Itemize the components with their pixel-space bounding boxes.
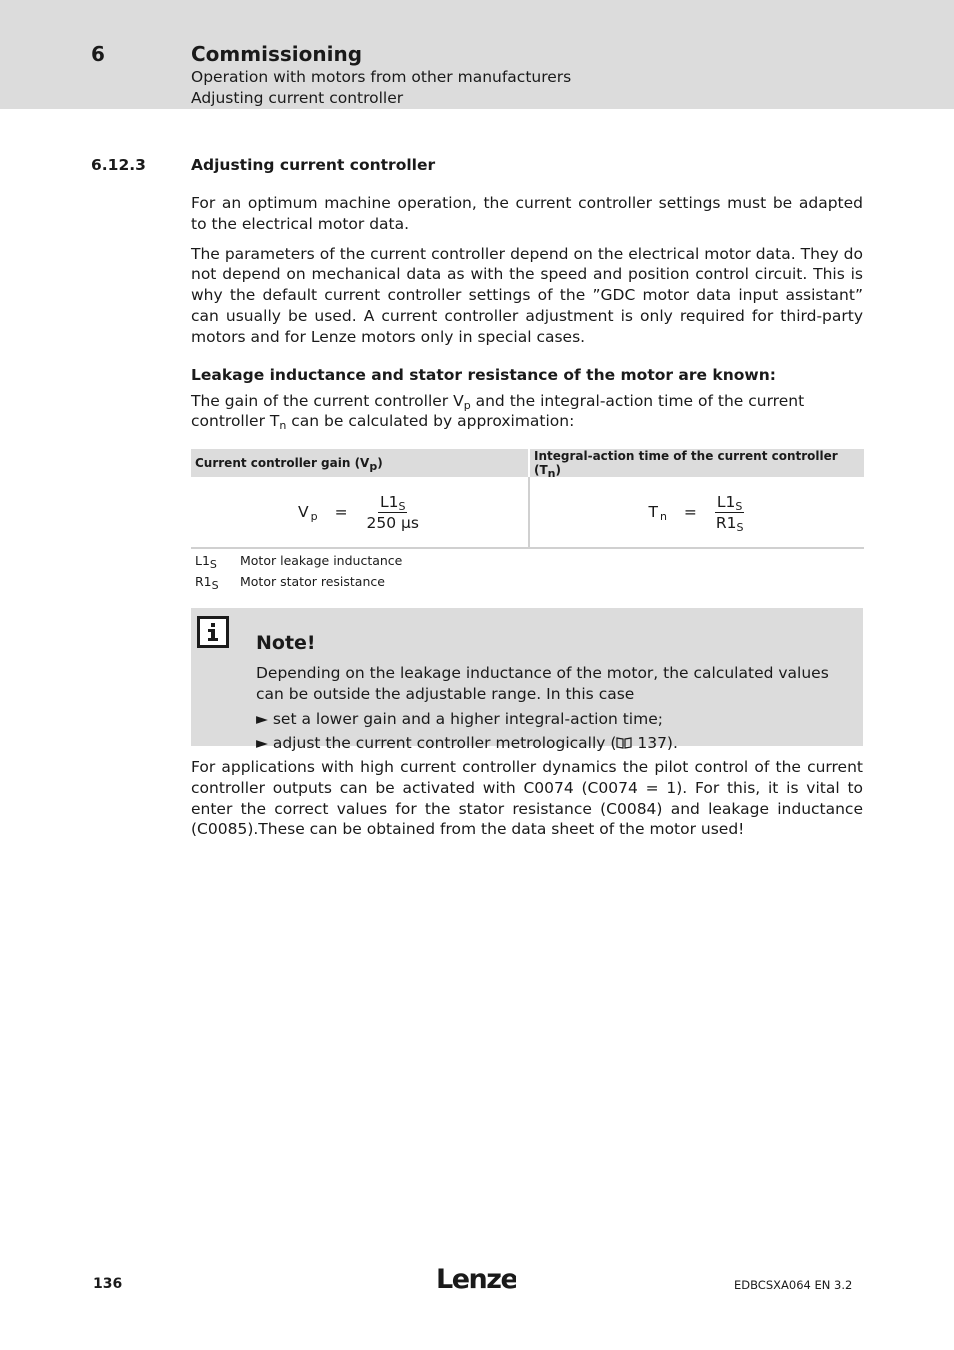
header-subtitle-2: Adjusting current controller — [191, 89, 404, 107]
note-text: Depending on the leakage inductance of the motor, the calculated values can be outside the adjustable range. In this case — [256, 664, 829, 703]
section-title: Adjusting current controller — [191, 156, 436, 174]
legend-symbol: $R1_S$ — [195, 574, 219, 592]
info-icon — [197, 616, 229, 648]
chapter-number: 6 — [91, 42, 105, 66]
gain-column-header: Current controller gain $(V_p)$ — [191, 449, 529, 477]
body-section — [191, 193, 863, 432]
legend-symbol: $L1_S$ — [195, 553, 217, 571]
book-icon — [616, 737, 632, 749]
legend-text: Motor leakage inductance — [240, 553, 403, 568]
paragraph-approximation: The gain of the current controller $V_p$ and the integral-action time of the current controller $T_n$ can be calculated by approximation: — [191, 391, 805, 433]
chapter-title: Commissioning — [191, 42, 363, 66]
note-body — [256, 654, 856, 754]
note-bullet: ► adjust the current controller metrologically ( 137). — [256, 734, 678, 753]
gain-fraction: $\frac{L1_S}{\text{250 µs}}$ — [366, 492, 419, 532]
closing-section — [191, 757, 863, 840]
header-subtitle-1: Operation with motors from other manufacturers — [191, 68, 572, 86]
gain-formula: $V_p$ = $\frac{L1_S}{\text{250 µs}}$ — [191, 477, 529, 548]
formula-table — [191, 449, 864, 549]
lenze-logo — [436, 1262, 516, 1298]
note-box — [191, 608, 863, 753]
header-band — [0, 0, 954, 109]
time-formula: $T_n$ = $\frac{L1_S}{R1_S}$ — [529, 477, 864, 548]
legend-text: Motor stator resistance — [240, 574, 385, 589]
time-fraction: $\frac{L1_S}{R1_S}$ — [715, 492, 744, 534]
note-bullet: ► set a lower gain and a higher integral-action time; — [256, 709, 663, 728]
section-number: 6.12.3 — [91, 156, 146, 174]
paragraph-parameters: The parameters of the current controller depend on the electrical motor data. They do not depend on mechanical data as with the speed and position control circuit. This is why the default current controller settings of the ”GDC motor data input assistant” can usually be used. A current controller adjustment is only required for third-party motors and for Lenze motors only in special cases. — [191, 244, 863, 346]
svg-text:Lenze: Lenze — [436, 1264, 516, 1294]
page-number: 136 — [93, 1276, 123, 1292]
subheading-known-values: Leakage inductance and stator resistance of the motor are known: — [191, 365, 776, 384]
note-title: Note! — [256, 632, 316, 654]
time-column-header: Integral-action time of the current controller $(T_n)$ — [529, 449, 864, 477]
paragraph-intro: For an optimum machine operation, the current controller settings must be adapted to the electrical motor data. — [191, 194, 863, 233]
paragraph-pilot-control: For applications with high current controller dynamics the pilot control of the current controller outputs can be activated with C0074 (C0074 = 1). For this, it is vital to enter the correct values for the stator resistance (C0084) and leakage inductance (C0085).These can be obtained from the data sheet of the motor used! — [191, 758, 863, 839]
document-id: EDBCSXA064 EN 3.2 — [734, 1278, 853, 1292]
